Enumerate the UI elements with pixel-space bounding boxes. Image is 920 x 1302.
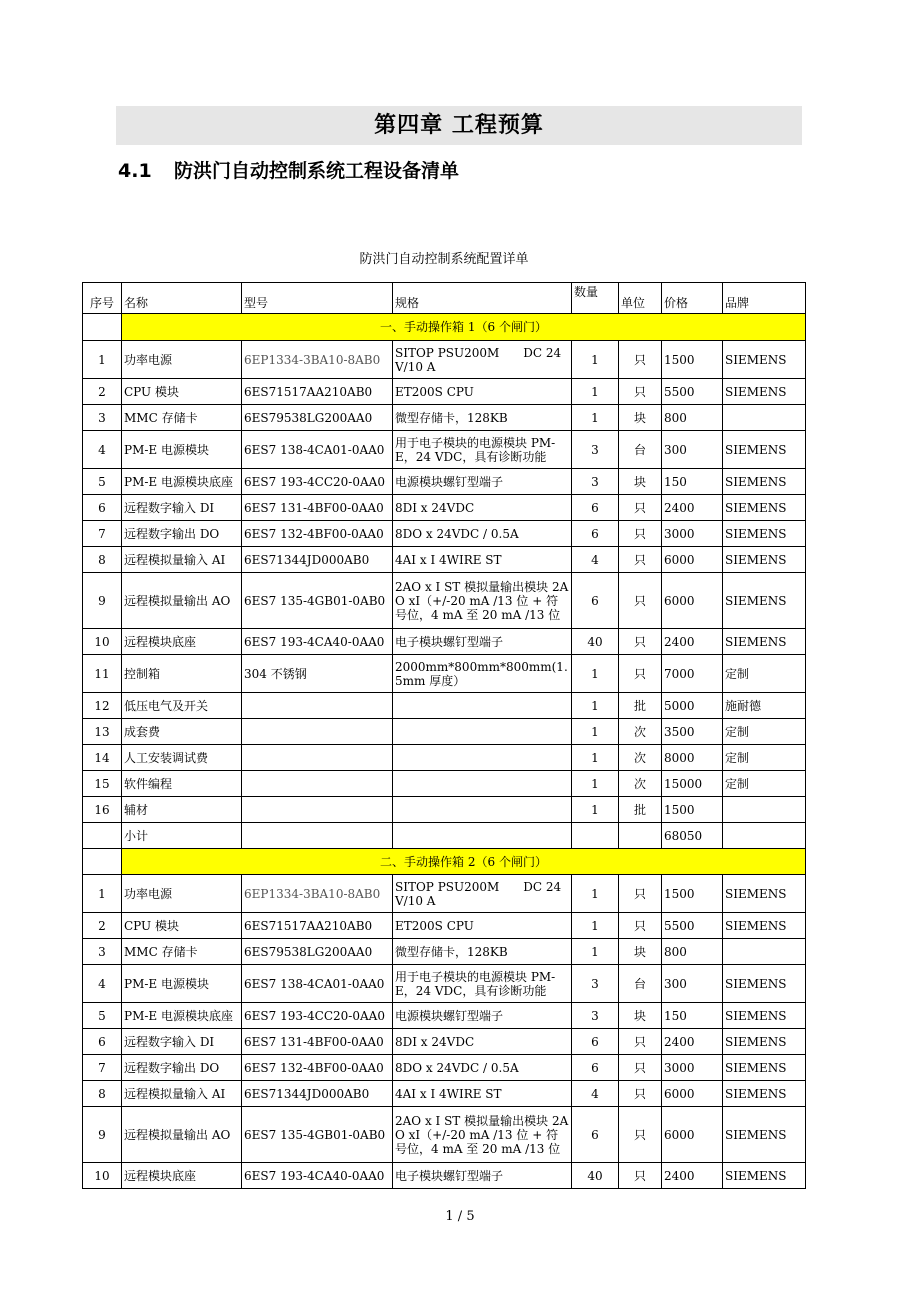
row-price: 7000	[662, 655, 723, 693]
row-price: 1500	[662, 797, 723, 823]
header-unit: 单位	[619, 283, 662, 314]
row-spec: 用于电子模块的电源模块 PM-E，24 VDC，具有诊断功能	[393, 431, 572, 469]
header-price: 价格	[662, 283, 723, 314]
table-row	[83, 771, 806, 797]
table-row	[83, 1029, 806, 1055]
row-model: 6ES7 135-4GB01-0AB0	[242, 573, 393, 629]
row-price: 3500	[662, 719, 723, 745]
row-qty: 1	[572, 693, 619, 719]
subtotal-no-cell	[83, 823, 122, 849]
row-name: 远程模块底座	[122, 1163, 242, 1189]
row-unit: 块	[619, 1003, 662, 1029]
row-brand: SIEMENS	[723, 965, 806, 1003]
header-qty: 数量	[572, 283, 619, 314]
row-price: 300	[662, 431, 723, 469]
row-qty: 6	[572, 573, 619, 629]
row-name: 远程模拟量输出 AO	[122, 573, 242, 629]
row-no: 6	[83, 495, 122, 521]
row-qty: 6	[572, 521, 619, 547]
table-row	[83, 405, 806, 431]
row-unit: 台	[619, 965, 662, 1003]
row-qty: 1	[572, 939, 619, 965]
row-qty: 4	[572, 1081, 619, 1107]
row-model	[242, 771, 393, 797]
row-unit: 只	[619, 655, 662, 693]
row-no: 3	[83, 405, 122, 431]
row-no: 3	[83, 939, 122, 965]
row-brand: SIEMENS	[723, 1081, 806, 1107]
row-spec: 电源模块螺钉型端子	[393, 469, 572, 495]
row-brand	[723, 939, 806, 965]
row-no: 9	[83, 1107, 122, 1163]
row-brand: SIEMENS	[723, 1163, 806, 1189]
row-model: 6ES71517AA210AB0	[242, 913, 393, 939]
row-spec: 用于电子模块的电源模块 PM-E，24 VDC，具有诊断功能	[393, 965, 572, 1003]
table-row	[83, 939, 806, 965]
table-row	[83, 745, 806, 771]
row-unit: 块	[619, 405, 662, 431]
row-brand: SIEMENS	[723, 875, 806, 913]
subtotal-model-cell	[242, 823, 393, 849]
row-price: 800	[662, 939, 723, 965]
row-qty: 1	[572, 341, 619, 379]
table-row	[83, 693, 806, 719]
table-row	[83, 1107, 806, 1163]
row-spec: 2AO x I ST 模拟量输出模块 2AO xI（+/-20 mA /13 位 + 符号位，4 mA 至 20 mA /13 位	[393, 573, 572, 629]
row-unit: 只	[619, 547, 662, 573]
subtotal-spec-cell	[393, 823, 572, 849]
row-spec: 8DO x 24VDC / 0.5A	[393, 521, 572, 547]
row-qty: 1	[572, 771, 619, 797]
row-spec: 电子模块螺钉型端子	[393, 1163, 572, 1189]
header-no: 序号	[83, 283, 122, 314]
row-spec: ET200S CPU	[393, 913, 572, 939]
row-name: 远程模拟量输入 AI	[122, 547, 242, 573]
row-name: 人工安装调试费	[122, 745, 242, 771]
row-brand: SIEMENS	[723, 521, 806, 547]
row-price: 2400	[662, 495, 723, 521]
row-no: 4	[83, 431, 122, 469]
row-name: 远程模块底座	[122, 629, 242, 655]
row-brand: SIEMENS	[723, 431, 806, 469]
row-qty: 3	[572, 431, 619, 469]
row-name: 成套费	[122, 719, 242, 745]
row-qty: 1	[572, 719, 619, 745]
row-qty: 1	[572, 913, 619, 939]
row-no: 5	[83, 469, 122, 495]
row-model: 6ES7 138-4CA01-0AA0	[242, 965, 393, 1003]
row-brand: SIEMENS	[723, 547, 806, 573]
row-brand: SIEMENS	[723, 573, 806, 629]
subtotal-label: 小计	[122, 823, 242, 849]
row-unit: 批	[619, 797, 662, 823]
header-name: 名称	[122, 283, 242, 314]
row-brand: 定制	[723, 655, 806, 693]
row-qty: 1	[572, 875, 619, 913]
header-spec: 规格	[393, 283, 572, 314]
row-qty: 3	[572, 469, 619, 495]
row-model	[242, 745, 393, 771]
row-price: 3000	[662, 1055, 723, 1081]
row-brand: SIEMENS	[723, 1107, 806, 1163]
table-row	[83, 965, 806, 1003]
table-row	[83, 521, 806, 547]
row-no: 1	[83, 341, 122, 379]
row-no: 10	[83, 629, 122, 655]
row-model: 6ES7 132-4BF00-0AA0	[242, 1055, 393, 1081]
row-unit: 只	[619, 629, 662, 655]
row-spec: SITOP PSU200M DC 24 V/10 A	[393, 341, 572, 379]
row-spec: 2AO x I ST 模拟量输出模块 2AO xI（+/-20 mA /13 位 + 符号位，4 mA 至 20 mA /13 位	[393, 1107, 572, 1163]
row-unit: 次	[619, 719, 662, 745]
row-price: 15000	[662, 771, 723, 797]
row-price: 150	[662, 1003, 723, 1029]
row-unit: 块	[619, 469, 662, 495]
chapter-title: 第四章 工程预算	[116, 106, 802, 145]
header-model: 型号	[242, 283, 393, 314]
row-spec: 4AI x I 4WIRE ST	[393, 547, 572, 573]
table-row	[83, 495, 806, 521]
row-unit: 只	[619, 1029, 662, 1055]
row-no: 11	[83, 655, 122, 693]
table-row	[83, 797, 806, 823]
table-row	[83, 341, 806, 379]
row-brand: 施耐德	[723, 693, 806, 719]
table-row	[83, 547, 806, 573]
row-brand: SIEMENS	[723, 379, 806, 405]
row-spec	[393, 771, 572, 797]
row-no: 4	[83, 965, 122, 1003]
row-name: 控制箱	[122, 655, 242, 693]
row-spec: SITOP PSU200M DC 24 V/10 A	[393, 875, 572, 913]
row-name: 远程模拟量输入 AI	[122, 1081, 242, 1107]
row-qty: 4	[572, 547, 619, 573]
row-brand: SIEMENS	[723, 913, 806, 939]
section-title: 防洪门自动控制系统工程设备清单	[174, 160, 460, 182]
row-price: 6000	[662, 1107, 723, 1163]
row-spec: 微型存储卡，128KB	[393, 405, 572, 431]
row-unit: 次	[619, 771, 662, 797]
row-qty: 1	[572, 379, 619, 405]
row-unit: 块	[619, 939, 662, 965]
row-unit: 只	[619, 341, 662, 379]
row-model: 6ES71344JD000AB0	[242, 547, 393, 573]
row-price: 5000	[662, 693, 723, 719]
row-model: 6EP1334-3BA10-8AB0	[242, 341, 393, 379]
row-unit: 只	[619, 1081, 662, 1107]
row-name: CPU 模块	[122, 913, 242, 939]
row-name: 低压电气及开关	[122, 693, 242, 719]
row-brand: SIEMENS	[723, 469, 806, 495]
equipment-table	[82, 282, 806, 1189]
row-brand: SIEMENS	[723, 1003, 806, 1029]
table-row	[83, 573, 806, 629]
row-name: MMC 存储卡	[122, 939, 242, 965]
row-name: PM-E 电源模块底座	[122, 469, 242, 495]
row-brand	[723, 405, 806, 431]
table-row	[83, 1163, 806, 1189]
row-model: 6ES7 131-4BF00-0AA0	[242, 495, 393, 521]
table-row	[83, 431, 806, 469]
row-brand: 定制	[723, 719, 806, 745]
subtotal-brand-cell	[723, 823, 806, 849]
page-number: 1 / 5	[445, 1209, 475, 1224]
row-qty: 6	[572, 495, 619, 521]
table-row	[83, 469, 806, 495]
row-no: 9	[83, 573, 122, 629]
row-price: 6000	[662, 1081, 723, 1107]
row-unit: 只	[619, 913, 662, 939]
subtotal-unit-cell	[619, 823, 662, 849]
row-model: 6ES7 135-4GB01-0AB0	[242, 1107, 393, 1163]
row-price: 2400	[662, 1163, 723, 1189]
row-no: 8	[83, 1081, 122, 1107]
row-unit: 只	[619, 1107, 662, 1163]
row-spec	[393, 693, 572, 719]
row-no: 2	[83, 913, 122, 939]
table-row	[83, 1081, 806, 1107]
row-no: 7	[83, 1055, 122, 1081]
row-no: 14	[83, 745, 122, 771]
row-unit: 只	[619, 1055, 662, 1081]
row-price: 2400	[662, 629, 723, 655]
group-spacer-cell	[83, 849, 122, 875]
row-no: 15	[83, 771, 122, 797]
table-row	[83, 655, 806, 693]
row-no: 6	[83, 1029, 122, 1055]
row-unit: 只	[619, 521, 662, 547]
row-model: 6ES71344JD000AB0	[242, 1081, 393, 1107]
row-model: 6ES71517AA210AB0	[242, 379, 393, 405]
row-no: 7	[83, 521, 122, 547]
row-qty: 3	[572, 1003, 619, 1029]
row-spec: 8DI x 24VDC	[393, 495, 572, 521]
row-model: 6ES7 193-4CA40-0AA0	[242, 629, 393, 655]
row-no: 8	[83, 547, 122, 573]
row-no: 1	[83, 875, 122, 913]
row-spec: 微型存储卡，128KB	[393, 939, 572, 965]
row-qty: 6	[572, 1055, 619, 1081]
row-unit: 只	[619, 379, 662, 405]
row-qty: 6	[572, 1029, 619, 1055]
row-brand: SIEMENS	[723, 495, 806, 521]
row-name: 远程模拟量输出 AO	[122, 1107, 242, 1163]
row-brand: 定制	[723, 771, 806, 797]
row-model: 6ES7 193-4CA40-0AA0	[242, 1163, 393, 1189]
row-no: 12	[83, 693, 122, 719]
row-price: 150	[662, 469, 723, 495]
group-title: 二、手动操作箱 2（6 个闸门）	[122, 849, 806, 875]
row-model: 6ES7 193-4CC20-0AA0	[242, 469, 393, 495]
row-no: 10	[83, 1163, 122, 1189]
section-number: 4.1	[118, 160, 152, 182]
row-price: 300	[662, 965, 723, 1003]
row-name: PM-E 电源模块	[122, 431, 242, 469]
row-spec: 4AI x I 4WIRE ST	[393, 1081, 572, 1107]
row-unit: 只	[619, 1163, 662, 1189]
row-unit: 次	[619, 745, 662, 771]
table-row	[83, 1003, 806, 1029]
row-brand	[723, 797, 806, 823]
table-header-row	[83, 283, 806, 314]
row-spec	[393, 745, 572, 771]
table-caption: 防洪门自动控制系统配置详单	[359, 252, 529, 267]
group-header-row	[83, 849, 806, 875]
row-name: 功率电源	[122, 341, 242, 379]
row-spec: 8DO x 24VDC / 0.5A	[393, 1055, 572, 1081]
row-model: 6ES79538LG200AA0	[242, 939, 393, 965]
row-model: 304 不锈钢	[242, 655, 393, 693]
group-header-row	[83, 314, 806, 341]
row-no: 16	[83, 797, 122, 823]
row-name: 辅材	[122, 797, 242, 823]
row-spec: 电源模块螺钉型端子	[393, 1003, 572, 1029]
row-brand: SIEMENS	[723, 1055, 806, 1081]
row-spec	[393, 719, 572, 745]
row-no: 13	[83, 719, 122, 745]
section-heading	[118, 156, 459, 186]
table-row	[83, 719, 806, 745]
table-row	[83, 875, 806, 913]
row-name: CPU 模块	[122, 379, 242, 405]
subtotal-qty-cell	[572, 823, 619, 849]
row-model: 6ES7 131-4BF00-0AA0	[242, 1029, 393, 1055]
row-unit: 只	[619, 573, 662, 629]
row-brand: SIEMENS	[723, 1029, 806, 1055]
row-price: 1500	[662, 341, 723, 379]
group-spacer-cell	[83, 314, 122, 341]
row-unit: 批	[619, 693, 662, 719]
subtotal-price: 68050	[662, 823, 723, 849]
row-price: 1500	[662, 875, 723, 913]
row-brand: 定制	[723, 745, 806, 771]
row-no: 5	[83, 1003, 122, 1029]
row-spec: 电子模块螺钉型端子	[393, 629, 572, 655]
row-qty: 1	[572, 745, 619, 771]
row-spec: 2000mm*800mm*800mm(1.5mm 厚度）	[393, 655, 572, 693]
row-qty: 1	[572, 797, 619, 823]
row-qty: 3	[572, 965, 619, 1003]
row-model	[242, 797, 393, 823]
row-name: 功率电源	[122, 875, 242, 913]
row-qty: 1	[572, 405, 619, 431]
row-unit: 只	[619, 875, 662, 913]
row-name: 软件编程	[122, 771, 242, 797]
table-row	[83, 629, 806, 655]
row-unit: 台	[619, 431, 662, 469]
row-model: 6ES7 132-4BF00-0AA0	[242, 521, 393, 547]
row-model: 6ES7 138-4CA01-0AA0	[242, 431, 393, 469]
row-qty: 40	[572, 1163, 619, 1189]
row-price: 5500	[662, 913, 723, 939]
table-row	[83, 1055, 806, 1081]
header-brand: 品牌	[723, 283, 806, 314]
row-no: 2	[83, 379, 122, 405]
row-price: 6000	[662, 573, 723, 629]
row-name: PM-E 电源模块	[122, 965, 242, 1003]
row-brand: SIEMENS	[723, 341, 806, 379]
subtotal-row	[83, 823, 806, 849]
row-name: 远程数字输出 DO	[122, 1055, 242, 1081]
row-spec	[393, 797, 572, 823]
row-qty: 1	[572, 655, 619, 693]
row-name: PM-E 电源模块底座	[122, 1003, 242, 1029]
row-model: 6ES79538LG200AA0	[242, 405, 393, 431]
table-row	[83, 379, 806, 405]
table-row	[83, 913, 806, 939]
row-spec: ET200S CPU	[393, 379, 572, 405]
row-price: 3000	[662, 521, 723, 547]
row-price: 6000	[662, 547, 723, 573]
row-qty: 6	[572, 1107, 619, 1163]
row-spec: 8DI x 24VDC	[393, 1029, 572, 1055]
row-name: MMC 存储卡	[122, 405, 242, 431]
row-name: 远程数字输入 DI	[122, 1029, 242, 1055]
row-brand: SIEMENS	[723, 629, 806, 655]
group-title: 一、手动操作箱 1（6 个闸门）	[122, 314, 806, 341]
row-model	[242, 719, 393, 745]
row-model	[242, 693, 393, 719]
row-name: 远程数字输入 DI	[122, 495, 242, 521]
row-qty: 40	[572, 629, 619, 655]
row-unit: 只	[619, 495, 662, 521]
row-name: 远程数字输出 DO	[122, 521, 242, 547]
row-model: 6ES7 193-4CC20-0AA0	[242, 1003, 393, 1029]
row-price: 5500	[662, 379, 723, 405]
row-price: 2400	[662, 1029, 723, 1055]
row-model: 6EP1334-3BA10-8AB0	[242, 875, 393, 913]
row-price: 8000	[662, 745, 723, 771]
row-price: 800	[662, 405, 723, 431]
